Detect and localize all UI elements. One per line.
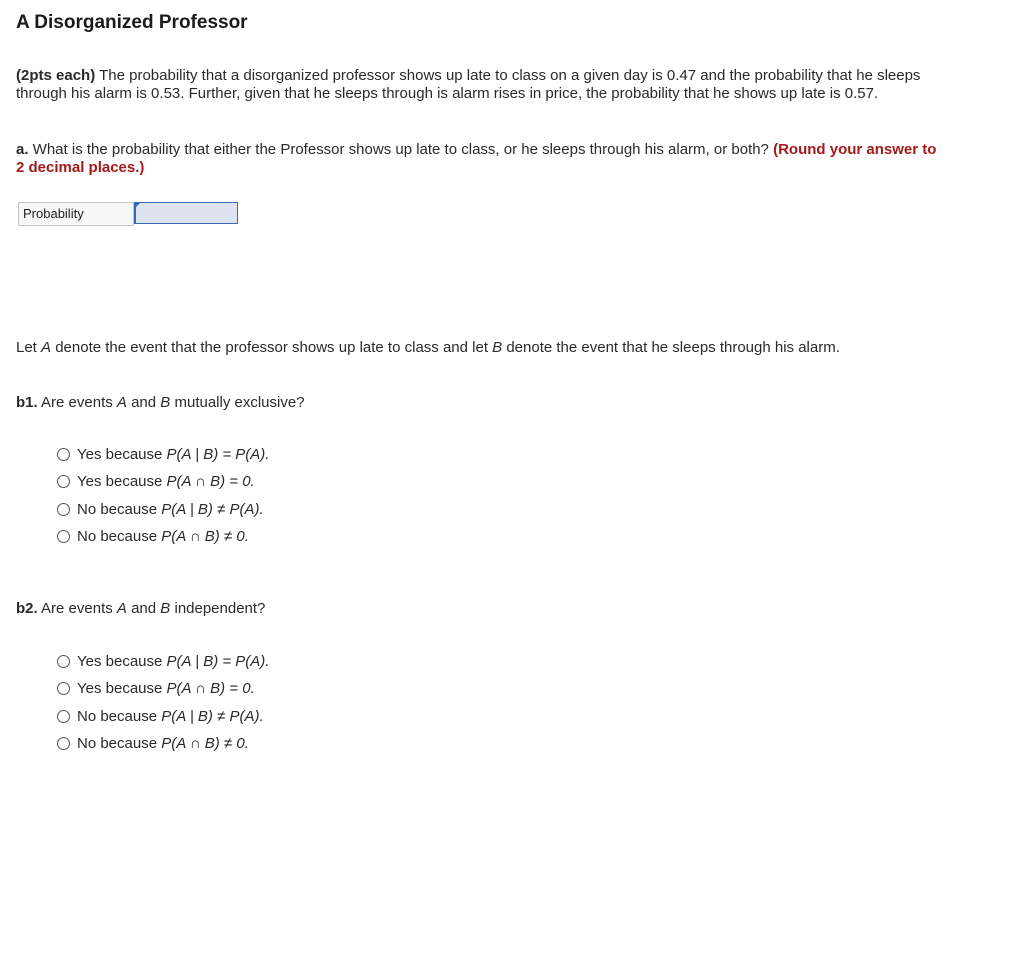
b2-option[interactable] xyxy=(57,675,269,702)
radio-button[interactable] xyxy=(57,448,70,461)
event-a: A xyxy=(116,600,127,617)
option-expression: P(A | B) ≠ P(A). xyxy=(161,707,264,725)
radio-button[interactable] xyxy=(57,475,70,488)
b2-option[interactable] xyxy=(57,703,269,730)
b2-option[interactable] xyxy=(57,730,269,757)
answer-table xyxy=(18,202,238,226)
question-text: independent? xyxy=(170,600,266,617)
question-a-text: What is the probability that either the Professor shows up late to class, or he sleeps through his alarm, or both? xyxy=(28,141,774,158)
option-lead: Yes because xyxy=(77,680,163,698)
question-b2 xyxy=(16,600,265,617)
option-lead: No because xyxy=(77,707,158,725)
radio-button[interactable] xyxy=(57,737,70,750)
event-a: A xyxy=(116,394,127,411)
radio-button[interactable] xyxy=(57,503,70,516)
question-text: mutually exclusive? xyxy=(170,394,305,411)
definition-text: denote the event that the professor shows up late to class and let xyxy=(51,339,493,356)
option-expression: P(A ∩ B) ≠ 0. xyxy=(161,735,249,753)
option-lead: Yes because xyxy=(77,446,163,464)
definition-text: denote the event that he sleeps through his alarm. xyxy=(502,339,840,356)
event-a: A xyxy=(41,339,52,356)
b1-option[interactable] xyxy=(57,468,269,495)
page-title: A Disorganized Professor xyxy=(16,12,248,33)
event-b: B xyxy=(160,600,171,617)
option-expression: P(A | B) ≠ P(A). xyxy=(161,500,264,518)
question-a-label: a. xyxy=(16,141,29,158)
question-text: Are events xyxy=(37,394,117,411)
question-b2-label: b2. xyxy=(16,600,38,617)
option-expression: P(A ∩ B) = 0. xyxy=(166,473,255,491)
event-b: B xyxy=(160,394,171,411)
option-expression: P(A | B) = P(A). xyxy=(166,446,270,464)
b1-option[interactable] xyxy=(57,523,269,550)
b1-option[interactable] xyxy=(57,496,269,523)
option-lead: Yes because xyxy=(77,473,163,491)
option-lead: No because xyxy=(77,528,158,546)
event-b: B xyxy=(492,339,503,356)
events-definition xyxy=(16,339,840,356)
b1-options xyxy=(57,441,269,550)
question-text: and xyxy=(126,394,161,411)
radio-button[interactable] xyxy=(57,655,70,668)
points-label: (2pts each) xyxy=(16,67,96,84)
radio-button[interactable] xyxy=(57,682,70,695)
b1-option[interactable] xyxy=(57,441,269,468)
intro-text: The probability that a disorganized professor shows up late to class on a given day is 0.47 and the probability that he sleeps through his alarm is 0.53. Further, given that he sleeps through is alarm rises in price, the probability that he shows up late is 0.57. xyxy=(16,67,921,102)
active-cell-marker-icon xyxy=(135,202,141,208)
question-a xyxy=(16,141,946,177)
question-b1-label: b1. xyxy=(16,394,38,411)
option-expression: P(A | B) = P(A). xyxy=(166,653,270,671)
option-lead: Yes because xyxy=(77,653,163,671)
radio-button[interactable] xyxy=(57,530,70,543)
option-lead: No because xyxy=(77,735,158,753)
rounding-instruction: (Round your answer to 2 decimal places.) xyxy=(16,141,937,176)
question-text: Are events xyxy=(37,600,117,617)
question-text: and xyxy=(126,600,161,617)
probability-label: Probability xyxy=(18,202,134,226)
b2-options xyxy=(57,648,269,757)
radio-button[interactable] xyxy=(57,710,70,723)
probability-input[interactable] xyxy=(134,202,238,224)
option-expression: P(A ∩ B) = 0. xyxy=(166,680,255,698)
problem-intro xyxy=(16,67,946,103)
b2-option[interactable] xyxy=(57,648,269,675)
option-lead: No because xyxy=(77,500,158,518)
question-b1 xyxy=(16,394,305,411)
definition-text: Let xyxy=(16,339,42,356)
option-expression: P(A ∩ B) ≠ 0. xyxy=(161,528,249,546)
